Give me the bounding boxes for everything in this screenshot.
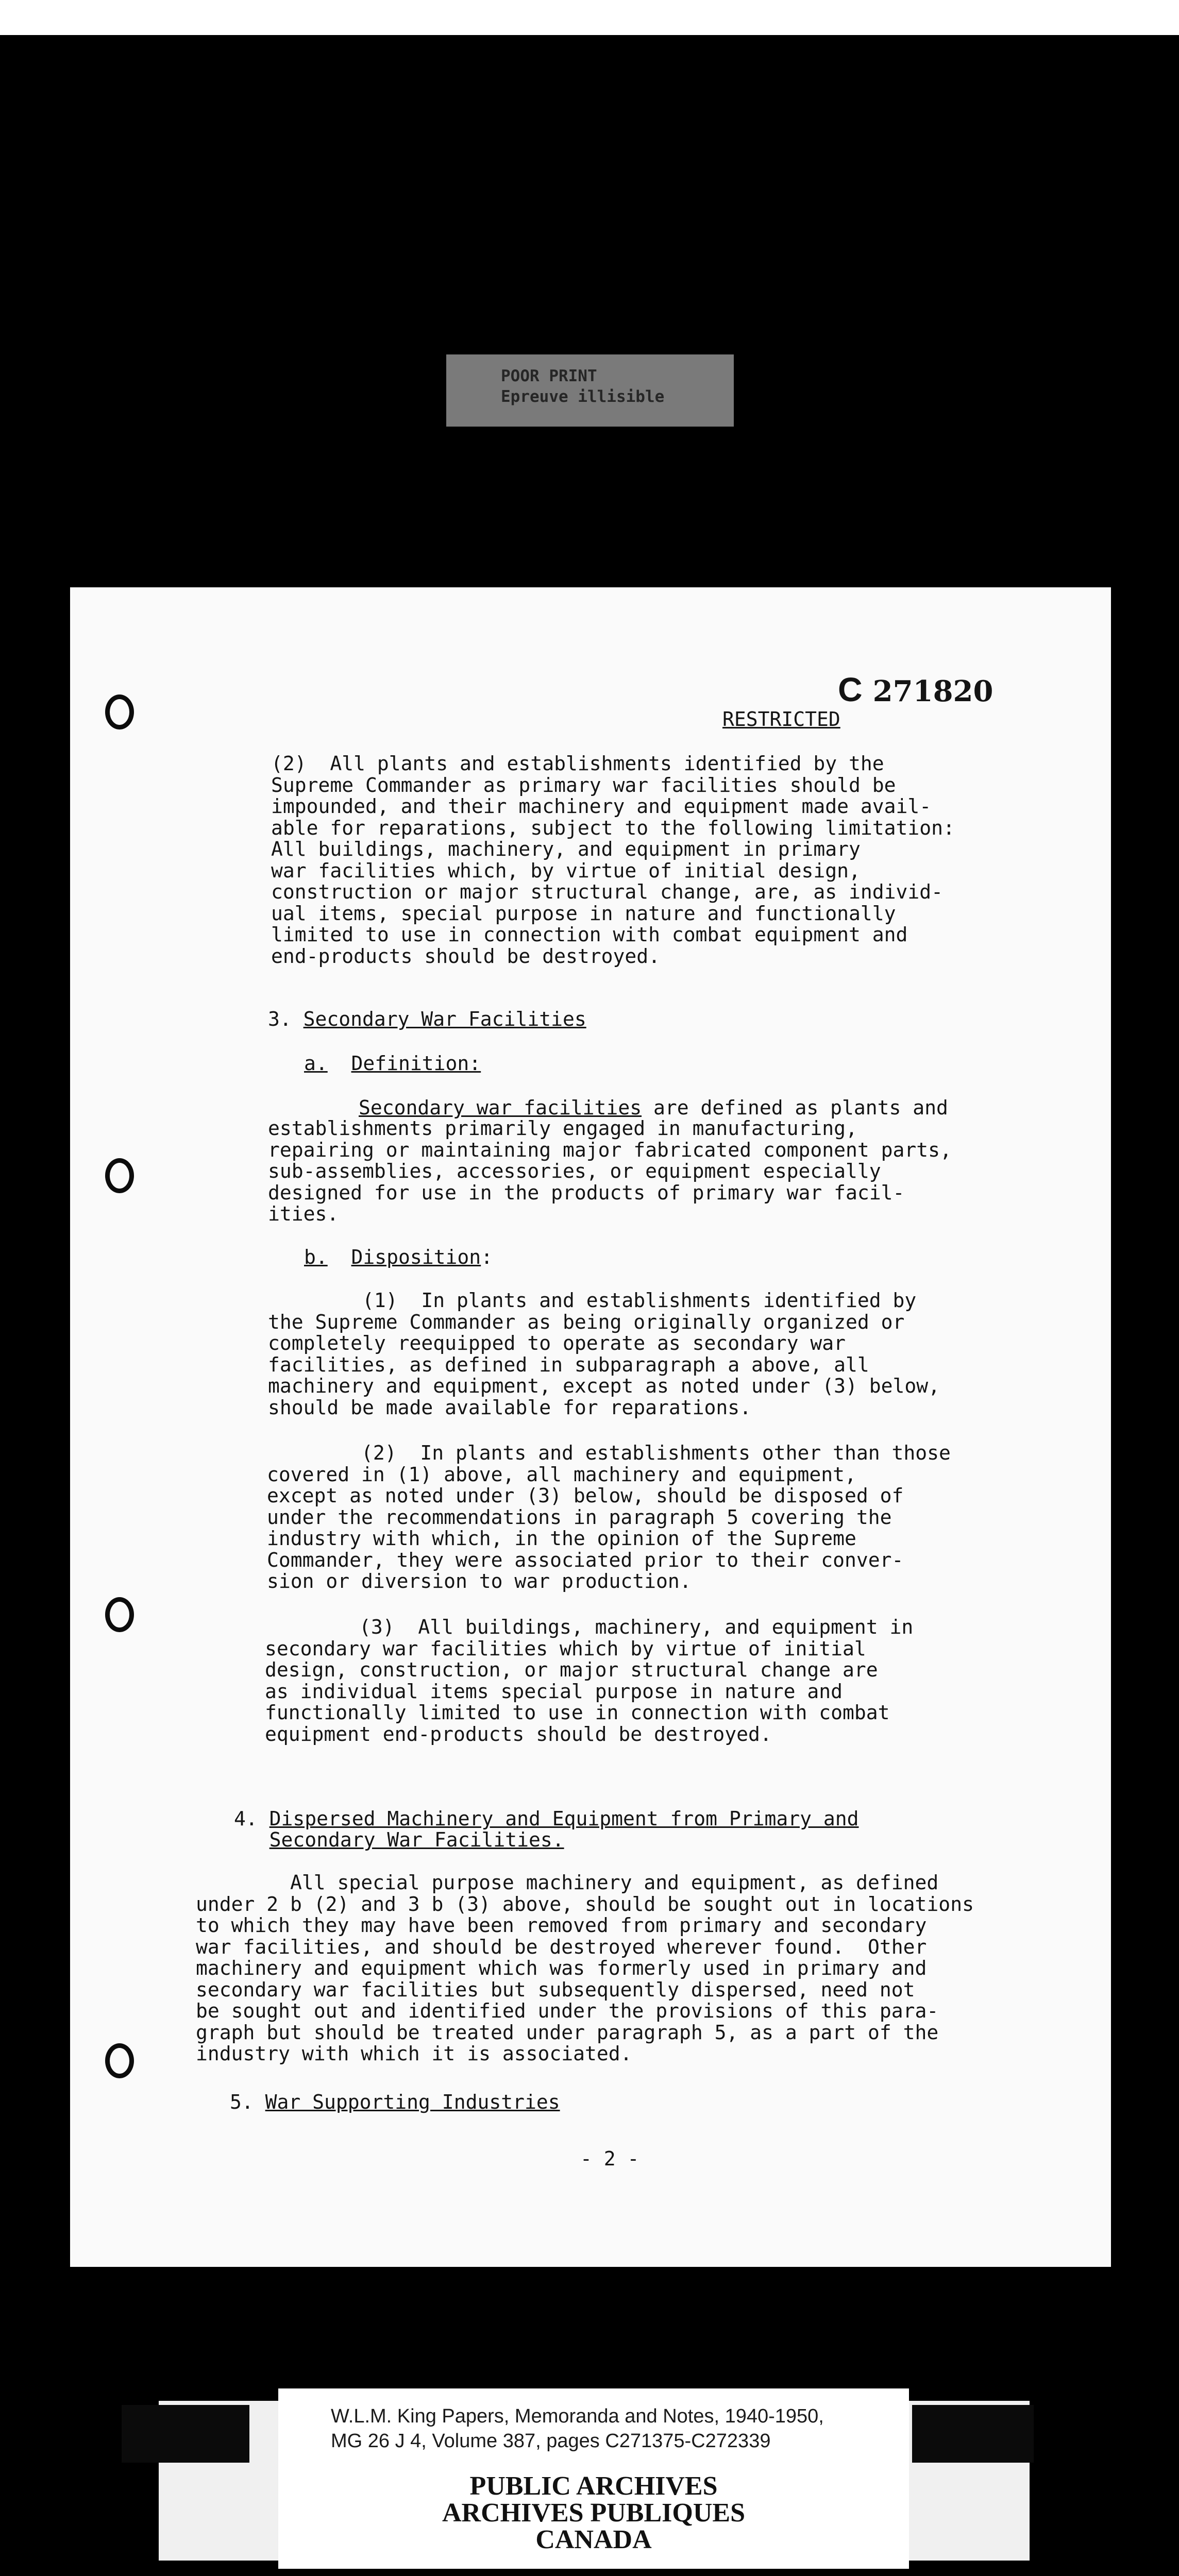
archives-line1: PUBLIC ARCHIVES (469, 2471, 718, 2501)
archives-line2: ARCHIVES PUBLIQUES (442, 2498, 746, 2528)
disposition-1: (1) In plants and establishments identified by the Supreme Commander as being originally organized or completely reequipped to operate as secondary war facilities, as defined in subparagraph a above, all machinery and equipment, except as noted under (3) below, should be made available for reparations. (268, 1289, 940, 1419)
punch-hole-icon (105, 1158, 134, 1193)
document-number-stamp (838, 670, 993, 709)
classification-mark: RESTRICTED (722, 708, 840, 731)
punch-hole-icon (105, 2043, 134, 2078)
section-number: 4. (234, 1807, 270, 1830)
section-number: 3. (268, 1008, 304, 1030)
subsection-b-heading: b. Disposition: (304, 1246, 493, 1268)
mounting-block (122, 2405, 249, 2463)
subsection-label: b. (304, 1246, 328, 1268)
section-3-heading (268, 1008, 586, 1030)
section-title-line1: Dispersed Machinery and Equipment from Primary and (269, 1807, 859, 1830)
archive-citation: W.L.M. King Papers, Memoranda and Notes, 1940-1950, MG 26 J 4, Volume 387, pages C271375-C272339 (331, 2405, 824, 2452)
page-number: - 2 - (580, 2147, 639, 2170)
top-margin (0, 0, 1179, 35)
definition-body: establishments primarily engaged in manufacturing, repairing or maintaining major fabricated component parts, sub-assemblies, accessories, or equipment especially designed for use in the products of primary war facil- ities. (268, 1117, 952, 1225)
section-4-heading (234, 1808, 859, 1851)
document-page (70, 587, 1111, 2267)
subsection-label: a. (304, 1052, 328, 1075)
section-4-body: All special purpose machinery and equipment, as defined under 2 b (2) and 3 b (3) above, should be sought out in locations to which they may have been removed from primary and secondary war facilities, and should be destroyed wherever found. Other machinery and equipment which was formerly used in primary and secondary war facilities but subsequently dispersed, need not be sought out and identified under the provisions of this para- graph but should be treated under paragraph 5, as a part of the industry with which it is associated. (196, 1871, 974, 2065)
poor-print-line2: Epreuve illisible (501, 387, 665, 406)
subsection-title: Definition: (351, 1052, 481, 1075)
archives-line3: CANADA (535, 2525, 652, 2554)
section-5-heading (230, 2091, 560, 2113)
section-title: Secondary War Facilities (303, 1008, 586, 1030)
poor-print-line1: POOR PRINT (501, 367, 597, 385)
punch-hole-icon (105, 1597, 134, 1632)
subsection-title: Disposition (351, 1246, 481, 1268)
paragraph-2-primary-facilities: (2) All plants and establishments identified by the Supreme Commander as primary war facilities should be impounded, and their machinery and equipment made avail- able for reparations, subject to the following limitation: All buildings, machinery, and equipment in primary war facilities which, by virtue of initial design, construction or major structural change, are, as individ- ual items, special purpose in nature and functionally limited to use in connection with combat equipment and end-products should be destroyed. (271, 752, 955, 968)
definition-term: Secondary war facilities (359, 1096, 642, 1119)
disposition-3: (3) All buildings, machinery, and equipment in secondary war facilities which by virtue of initial design, construction, or major structural change are as individual items special purpose in nature and functionally limited to use in connection with combat equipment end-products should be destroyed. (265, 1616, 914, 1745)
archives-stamp (278, 2473, 909, 2553)
punch-hole-icon (105, 694, 134, 730)
section-number: 5. (230, 2091, 265, 2113)
poor-print-label (446, 354, 734, 427)
subsection-a-heading (304, 1052, 481, 1075)
mounting-block (912, 2405, 1034, 2463)
definition-first-line (359, 1096, 948, 1119)
stamp-number: 271820 (872, 674, 993, 708)
section-title-line2: Secondary War Facilities. (269, 1828, 564, 1851)
section-title: War Supporting Industries (265, 2091, 560, 2113)
disposition-2: (2) In plants and establishments other than those covered in (1) above, all machinery and equipment, except as noted under (3) below, should be disposed of under the recommendations in paragraph 5 covering the industry with which, in the opinion of the Supreme Commander, they were associated prior to their conver- sion or diversion to war production. (267, 1442, 951, 1592)
definition-rest: are defined as plants and (642, 1096, 948, 1119)
stamp-letter: C (838, 670, 863, 708)
